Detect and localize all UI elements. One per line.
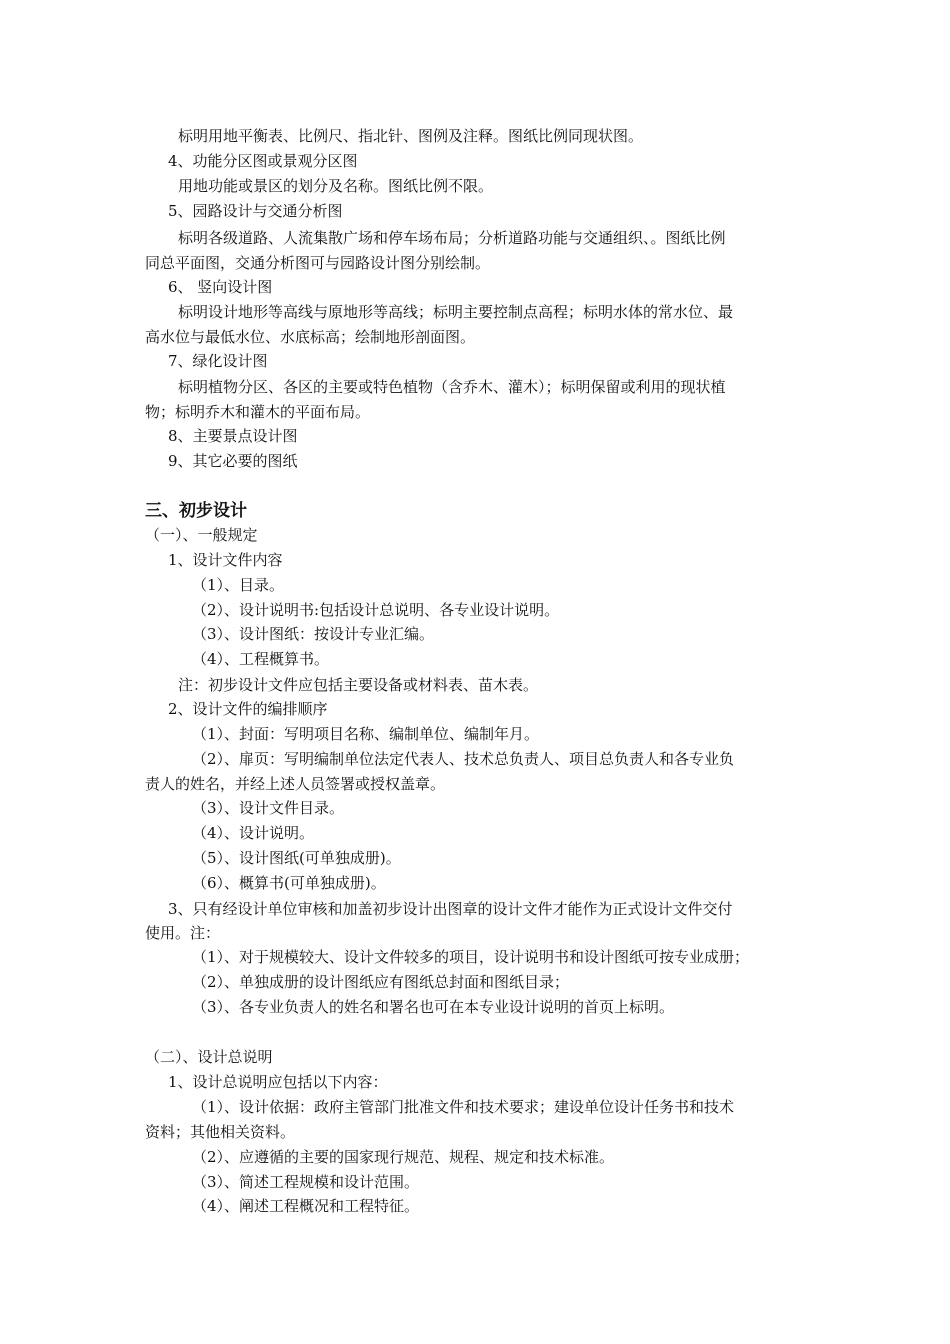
list-item-heading: 2、设计文件的编排顺序 <box>168 700 328 718</box>
list-item: （3）、设计图纸：按设计专业汇编。 <box>192 625 435 643</box>
list-item: （2）、单独成册的设计图纸应有图纸总封面和图纸目录； <box>192 973 570 991</box>
text-line: 同总平面图，交通分析图可与园路设计图分别绘制。 <box>145 254 491 272</box>
text-line: 高水位与最低水位、水底标高；绘制地形剖面图。 <box>145 328 476 346</box>
list-item: （2）、设计说明书:包括设计总说明、各专业设计说明。 <box>192 601 560 619</box>
list-item: （4）、工程概算书。 <box>192 650 330 668</box>
list-item: （1）、设计依据：政府主管部门批准文件和技术要求；建设单位设计任务书和技术 <box>192 1098 735 1116</box>
text-line: 用地功能或景区的划分及名称。图纸比例不限。 <box>178 177 494 195</box>
list-item: （5）、设计图纸(可单独成册)。 <box>192 849 401 867</box>
text-line: 使用。注： <box>145 924 221 942</box>
text-line: 责人的姓名，并经上述人员签署或授权盖章。 <box>145 775 446 793</box>
list-item: （1）、目录。 <box>192 576 285 594</box>
text-line: 资料；其他相关资料。 <box>145 1123 296 1141</box>
list-item: （3）、各专业负责人的姓名和署名也可在本专业设计说明的首页上标明。 <box>192 998 675 1016</box>
list-item: （1）、封面：写明项目名称、编制单位、编制年月。 <box>192 725 540 743</box>
text-line: 标明用地平衡表、比例尺、指北针、图例及注释。图纸比例同现状图。 <box>178 127 644 145</box>
list-item: （6）、概算书(可单独成册)。 <box>192 874 386 892</box>
list-item: （4）、阐述工程概况和工程特征。 <box>192 1197 420 1215</box>
list-item-heading: 6、 竖向设计图 <box>168 278 273 296</box>
note-line: 注：初步设计文件应包括主要设备或材料表、苗木表。 <box>178 676 539 694</box>
list-item: （3）、设计文件目录。 <box>192 799 345 817</box>
text-line: 物；标明乔木和灌木的平面布局。 <box>145 403 371 421</box>
subsection-heading: （二）、设计总说明 <box>145 1048 273 1066</box>
list-item-heading: 5、园路设计与交通分析图 <box>168 202 343 220</box>
subsection-heading: （一）、一般规定 <box>145 526 258 544</box>
list-item-heading: 4、功能分区图或景观分区图 <box>168 152 358 170</box>
list-item-heading: 8、主要景点设计图 <box>168 427 298 445</box>
list-item: （3）、简述工程规模和设计范围。 <box>192 1173 420 1191</box>
text-line: 标明植物分区、各区的主要或特色植物（含乔木、灌木）；标明保留或利用的现状植 <box>178 378 726 396</box>
list-item-heading: 3、只有经设计单位审核和加盖初步设计出图章的设计文件才能作为正式设计文件交付 <box>168 900 733 918</box>
list-item: （1）、对于规模较大、设计文件较多的项目，设计说明书和设计图纸可按专业成册； <box>192 948 750 966</box>
list-item-heading: 7、绿化设计图 <box>168 352 268 370</box>
list-item-heading: 1、设计总说明应包括以下内容： <box>168 1073 388 1091</box>
text-line: 标明各级道路、人流集散广场和停车场布局；分析道路功能与交通组织、。图纸比例 <box>178 229 726 247</box>
list-item: （4）、设计说明。 <box>192 824 315 842</box>
list-item-heading: 9、其它必要的图纸 <box>168 452 298 470</box>
list-item-heading: 1、设计文件内容 <box>168 551 283 569</box>
list-item: （2）、应遵循的主要的国家现行规范、规程、规定和技术标准。 <box>192 1148 615 1166</box>
text-line: 标明设计地形等高线与原地形等高线；标明主要控制点高程；标明水体的常水位、最 <box>178 303 734 321</box>
list-item: （2）、扉页：写明编制单位法定代表人、技术总负责人、项目总负责人和各专业负 <box>192 750 735 768</box>
section-heading: 三、初步设计 <box>145 501 247 521</box>
